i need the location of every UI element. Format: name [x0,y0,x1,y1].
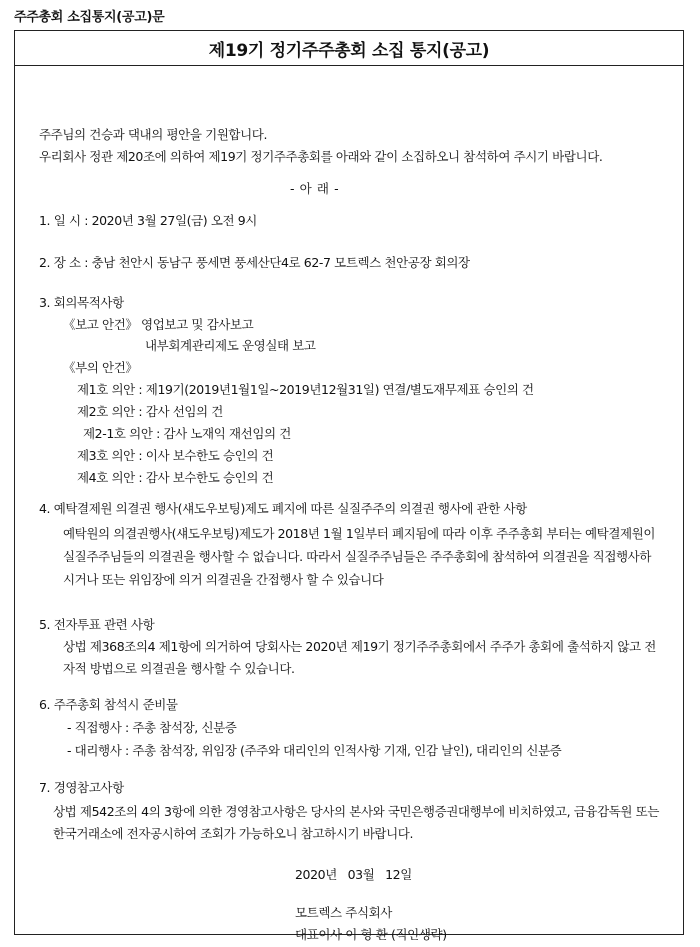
item-2-location: 2. 장 소 : 충남 천안시 동남구 풍세면 풍세산단4로 62-7 모트렉스 천안공장 회의장 [39,255,470,270]
greeting-line-1: 주주님의 건승과 댁내의 평안을 기원합니다. [39,127,268,142]
item-5-body: 상법 제368조의4 제1항에 의거하여 당회사는 2020년 제19기 정기주주총회에서 주주가 총회에 출석하지 않고 전자적 방법으로 의결권을 행사할 수 있습니다. [63,639,656,676]
company-name: 모트렉스 주식회사 [295,905,392,920]
document-label: 주주총회 소집통지(공고)문 [14,10,165,25]
resolution-4: 제4호 의안 : 감사 보수한도 승인의 건 [77,470,274,485]
resolution-2-1: 제2-1호 의안 : 감사 노재익 재선임의 건 [83,426,291,441]
report-agenda-label: 《보고 안건》 영업보고 및 감사보고 [63,317,254,332]
resolution-2: 제2호 의안 : 감사 선임의 건 [77,404,223,419]
item-1-datetime: 1. 일 시 : 2020년 3월 27일(금) 오전 9시 [39,213,257,228]
item-6-proxy: - 대리행사 : 주총 참석장, 위임장 (주주와 대리인의 인적사항 기재, 인감 날인), 대리인의 신분증 [67,743,562,758]
item-5-heading: 5. 전자투표 관련 사항 [39,617,155,632]
item-4-heading: 4. 예탁결제원 의결권 행사(섀도우보팅)제도 폐지에 따른 실질주주의 의결권 행사에 관한 사항 [39,501,527,516]
item-6-heading: 6. 주주총회 참석시 준비물 [39,697,178,712]
greeting-line-2: 우리회사 정관 제20조에 의하여 제19기 정기주주총회를 아래와 같이 소집하오니 참석하여 주시기 바랍니다. [39,149,603,164]
resolution-3: 제3호 의안 : 이사 보수한도 승인의 건 [77,448,274,463]
below-heading: - 아 래 - [290,181,339,196]
item-6-direct: - 직접행사 : 주총 참석장, 신분증 [67,720,237,735]
item-7-body: 상법 제542조의 4의 3항에 의한 경영참고사항은 당사의 본사와 국민은행증권대행부에 비치하였고, 금융감독원 또는 한국거래소에 전자공시하여 조회가 가능하오니 참고하시기 바랍니다. [53,804,660,841]
resolution-agenda-label: 《부의 안건》 [63,360,138,375]
report-agenda-2: 내부회계관리제도 운영실태 보고 [145,338,316,353]
notice-frame [14,30,684,942]
item-7-heading: 7. 경영참고사항 [39,780,124,795]
resolution-1: 제1호 의안 : 제19기(2019년1월1일~2019년12월31일) 연결/별도재무제표 승인의 건 [77,382,534,397]
item-4-body: 예탁원의 의결권행사(섀도우보팅)제도가 2018년 1월 1일부터 폐지됨에 따라 이후 주주총회 부터는 예탁결제원이 실질주주님들의 의결권을 행사할 수 없습니다. 따라서 실질주주님들은 주주총회에 참석하여 의결권을 직접행사하시거나 또는 위임장에 의거 의결권을 간접행사 할 수 있습니다 [63,526,656,587]
notice-title: 제19기 정기주주총회 소집 통지(공고) [15,31,683,66]
item-3-heading: 3. 회의목적사항 [39,295,124,310]
notice-date: 2020년 03월 12일 [295,867,412,882]
ceo-signature: 대표이사 이 형 환 (직인생략) [295,927,447,942]
